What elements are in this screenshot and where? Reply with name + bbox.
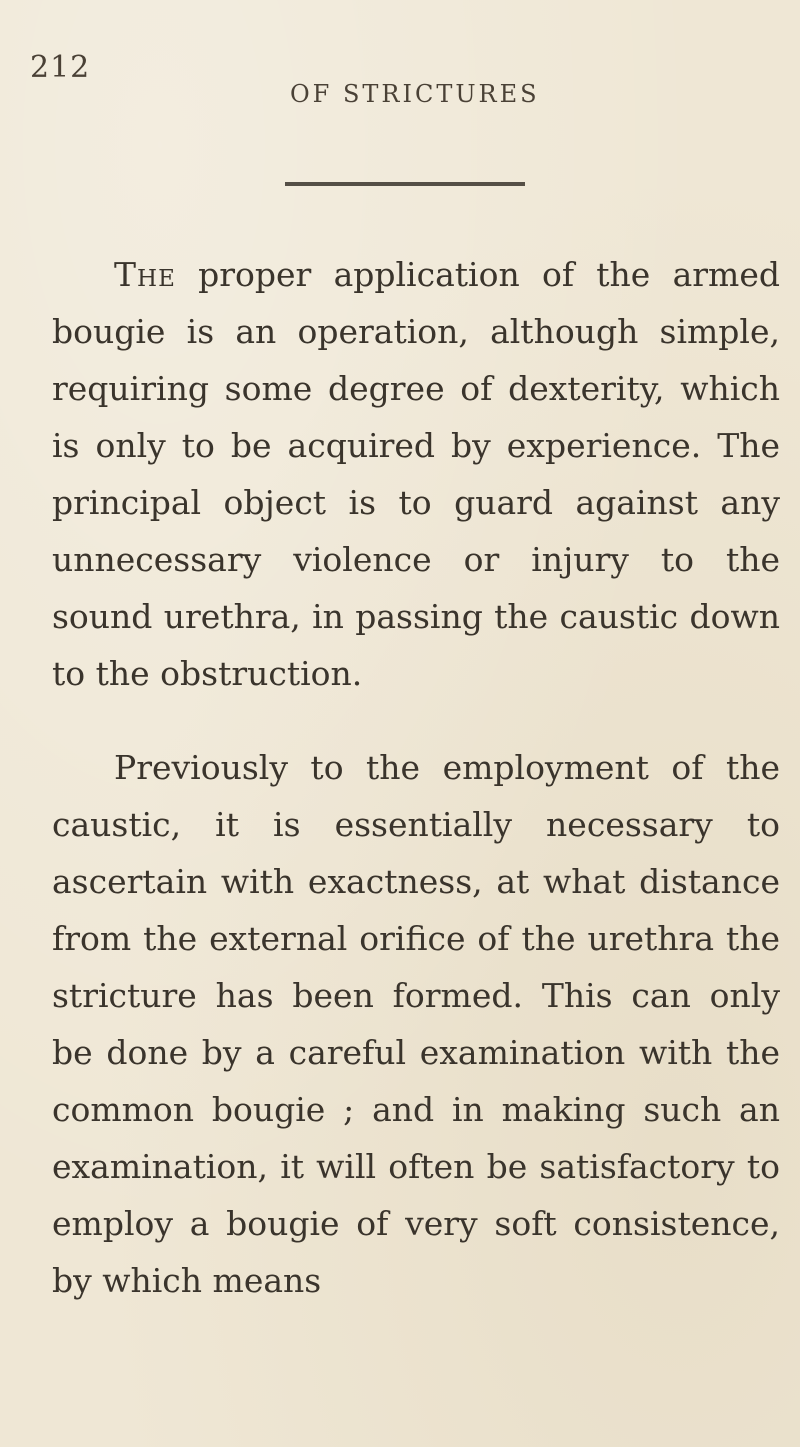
paragraph-2-text: Previously to the employment of the caustic, it is essentially necessary to ascertain with exactness, at what distance from the external orifice of the urethra the stricture has been formed. This can only be done by a careful examination with the common bougie ; and in making such an examination, it will often be satisfactory to employ a bougie of very soft consistence, by which means (52, 748, 780, 1300)
paragraph-1-first-word: The (114, 255, 176, 294)
paragraph-1 (52, 246, 780, 702)
header-rule (285, 182, 525, 186)
page-number: 212 (30, 50, 91, 85)
running-head: OF STRICTURES (290, 80, 540, 108)
paragraph-2 (52, 739, 780, 1309)
paragraph-1-text: proper application of the armed bougie is an operation, although simple, requiring some degree of dexterity, which is only to be acquired by experience. The principal object is to guard against any unnecessary violence or injury to the sound urethra, in passing the caustic down to the obstruction. (52, 255, 780, 693)
